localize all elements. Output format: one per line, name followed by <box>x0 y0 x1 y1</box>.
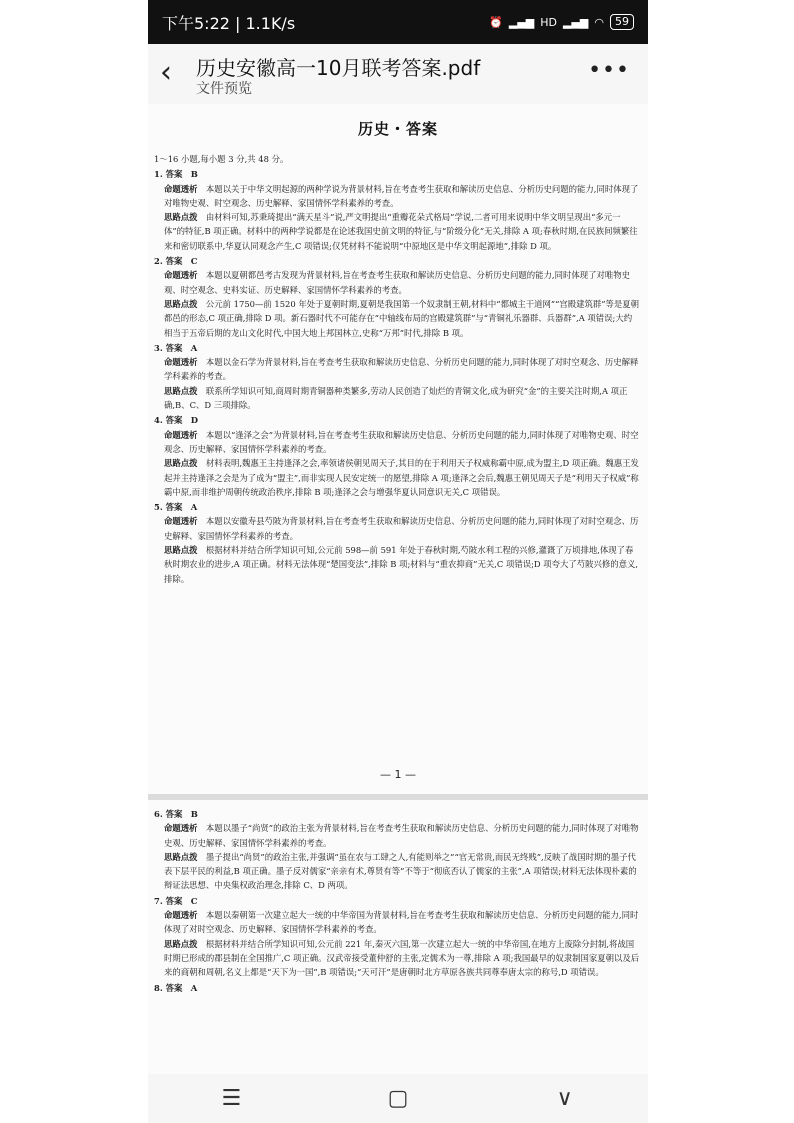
explanation-paragraph <box>154 268 640 297</box>
app-bar <box>148 44 648 104</box>
document-title: 历史・答案 <box>357 120 438 138</box>
explanation-paragraph <box>154 543 640 586</box>
explanation-text: 墨子提出“尚贤”的政治主张,并强调“虽在农与工肆之人,有能则举之”“官无常贵,而民无终贱”,反映了战国时期的墨子代表下层平民的利益,B 项正确。墨子反对儒家“亲亲有术,尊贤有等”不等于“彻底否认了儒家的主张”,A 项错误;材料无法体现朴素的辩证法思想、中央集权政治理念,排除 C、D 两项。 <box>164 851 637 891</box>
explanation-paragraph <box>154 821 640 850</box>
explanation-text: 本题以安徽寿县芍陂为背景材料,旨在考查考生获取和解读历史信息、分析历史问题的能力,同时体现了对时空观念、历史解释、家国情怀学科素养的考查。 <box>164 516 639 541</box>
explanation-text: 联系所学知识可知,商周时期青铜器种类繁多,劳动人民创造了灿烂的青铜文化,成为研究“金”的主要关注时期,A 项正确,B、C、D 三项排除。 <box>164 385 628 411</box>
question-answer: 7. 答案 C <box>154 895 198 906</box>
signal-icon: ▂▄▆ <box>508 15 535 29</box>
explanation-label: 命题透析 <box>164 823 198 834</box>
document-page-2 <box>148 800 648 1074</box>
explanation-label: 思路点拨 <box>164 385 198 396</box>
explanation-paragraph <box>154 182 640 211</box>
wifi-icon: ◠ <box>594 15 604 29</box>
home-icon[interactable]: ▢ <box>387 1086 409 1111</box>
explanation-label: 命题透析 <box>164 183 198 194</box>
explanation-text: 本题以墨子“尚贤”的政治主张为背景材料,旨在考查考生获取和解读历史信息、分析历史问题的能力,同时体现了对唯物史观、历史解释、家国情怀学科素养的考查。 <box>164 823 639 848</box>
alarm-icon: ⏰ <box>489 15 503 29</box>
explanation-text: 本题以关于中华文明起源的两种学说为背景材料,旨在考查考生获取和解读历史信息、分析历史问题的能力,同时体现了对唯物史观、时空观念、历史解释、家国情怀学科素养的考查。 <box>164 183 639 208</box>
explanation-label: 思路点拨 <box>164 298 198 309</box>
question-answer: 6. 答案 B <box>154 809 198 819</box>
explanation-label: 命题透析 <box>164 429 198 440</box>
explanation-paragraph <box>154 355 640 384</box>
menu-icon[interactable]: ☰ <box>221 1086 242 1111</box>
explanation-paragraph <box>154 428 640 457</box>
explanation-label: 命题透析 <box>164 270 198 281</box>
explanation-label: 思路点拨 <box>164 851 198 862</box>
explanation-label: 思路点拨 <box>164 458 198 469</box>
status-time-speed: 下午5:22 | 1.1K/s <box>162 13 296 33</box>
explanation-label: 思路点拨 <box>164 938 198 949</box>
explanation-label: 思路点拨 <box>164 545 198 556</box>
question-answer: 4. 答案 D <box>154 415 199 426</box>
status-bar <box>148 0 648 44</box>
question-answer: 2. 答案 C <box>154 256 198 267</box>
document-viewer[interactable] <box>148 104 648 1074</box>
explanation-paragraph <box>154 456 640 499</box>
explanation-text: 本题以秦朝第一次建立起大一统的中华帝国为背景材料,旨在考查考生获取和解读历史信息、分析历史问题的能力,同时体现了对时空观念、历史解释、家国情怀学科素养的考查。 <box>164 910 639 935</box>
chevron-left-icon[interactable]: ‹ <box>160 55 172 90</box>
more-icon[interactable]: ••• <box>588 58 630 83</box>
explanation-label: 命题透析 <box>164 516 198 527</box>
explanation-label: 命题透析 <box>164 910 198 921</box>
signal-icon: ▂▄▆ <box>563 15 589 29</box>
explanation-text: 公元前 1750—前 1520 年处于夏朝时期,夏朝是我国第一个奴隶制王朝,材料中“都城主干道网”“宫殿建筑群”等是夏朝都邑的形态,C 项正确,排除 D 项。新石器时代不可能存在“中轴线布局的宫殿建筑群”与“青铜礼乐器群、兵器群”,A 项错误;大约相当于五帝后期的龙山文化时代,中国大地上邦国林立,史称“万邦”时代,排除 B 项。 <box>164 298 640 338</box>
explanation-text: 本题以夏朝都邑考古发现为背景材料,旨在考查考生获取和解读历史信息、分析历史问题的能力,同时体现了对唯物史观、时空观念、史料实证、历史解释、家国情怀学科素养的考查。 <box>164 270 630 295</box>
back-nav-icon[interactable]: ∨ <box>556 1086 573 1111</box>
explanation-paragraph <box>154 850 640 893</box>
question-answer: 3. 答案 A <box>154 342 198 353</box>
explanation-text: 由材料可知,苏秉琦提出“满天星斗”说,严文明提出“重瓣花朵式格局”学说,二者可用来说明中华文明呈现出“多元一体”的特征,B 项正确。材料中的两种学说都是在论述我国史前文明的特征,与“阶级分化”无关,排除 A 项;春秋时期,在民族间频繁往来和密切联系中,华夏认同观念产生,C 项错误;仅凭材料不能说明“中原地区是中华文明起源地”,排除 D 项。 <box>164 212 638 251</box>
document-page-1 <box>148 104 648 794</box>
file-subtitle: 文件预览 <box>196 81 252 97</box>
explanation-label: 命题透析 <box>164 357 198 368</box>
battery-icon: 59 <box>610 14 634 30</box>
explanation-paragraph <box>154 384 640 413</box>
file-title: 历史安徽高一10月联考答案.pdf <box>196 56 481 80</box>
explanation-label: 思路点拨 <box>164 212 198 223</box>
intro-text: 1～16 小题,每小题 3 分,共 48 分。 <box>154 154 289 164</box>
network-label: HD <box>540 15 557 29</box>
status-icons <box>489 14 634 30</box>
navigation-bar <box>148 1074 648 1123</box>
page-number: — 1 — <box>380 768 416 781</box>
explanation-paragraph <box>154 297 640 340</box>
explanation-text: 材料表明,魏惠王主持逢泽之会,率领诸侯朝见周天子,其目的在于利用天子权威称霸中原,成为盟主,D 项正确。魏惠王发起并主持逢泽之会是为了成为“盟主”,而非实现人民安定统一的愿望,排除 A 项;逢泽之会后,魏惠王朝见周天子是“利用天子权威”称霸中原,而非维护周朝传统政治秩序,排除 B 项;逢泽之会与增强华夏认同意识无关,C 项错误。 <box>164 458 639 497</box>
page-1-content <box>154 152 640 586</box>
question-answer: 1. 答案 B <box>154 169 198 180</box>
explanation-text: 根据材料并结合所学知识可知,公元前 598—前 591 年处于春秋时期,芍陂水利工程的兴修,灌溉了万顷排地,体现了春秋时期农业的进步,A 项正确。材料无法体现“楚国变法”,排除 B 项;材料与“重农抑商”无关,C 项错误;D 项夸大了芍陂兴修的意义,排除。 <box>164 545 639 584</box>
explanation-paragraph <box>154 210 640 253</box>
question-answer: 5. 答案 A <box>154 502 198 513</box>
page-2-content <box>154 806 640 995</box>
explanation-paragraph <box>154 514 640 543</box>
explanation-text: 本题以“逢泽之会”为背景材料,旨在考查考生获取和解读历史信息、分析历史问题的能力,同时体现了对唯物史观、时空观念、历史解释、家国情怀学科素养的考查。 <box>164 429 639 454</box>
explanation-paragraph <box>154 937 640 980</box>
explanation-paragraph <box>154 908 640 937</box>
explanation-text: 本题以金石学为背景材料,旨在考查考生获取和解读历史信息、分析历史问题的能力,同时体现了对时空观念、历史解释学科素养的考查。 <box>164 357 639 382</box>
question-answer: 8. 答案 A <box>154 982 198 993</box>
explanation-text: 根据材料并结合所学知识可知,公元前 221 年,秦灭六国,第一次建立起大一统的中华帝国,在地方上废除分封制,将战国时期已形成的郡县制在全国推广,C 项正确。汉武帝接受董仲舒的主张,定儒术为一尊,排除 A 项;我国最早的奴隶制国家夏朝以及后来的商朝和周朝,名义上都是“天下为一国”,B 项错误;“天可汗”是唐朝时北方草原各族共同尊奉唐太宗的称号,D 项错误。 <box>164 938 640 978</box>
phone-screen <box>148 0 648 1123</box>
